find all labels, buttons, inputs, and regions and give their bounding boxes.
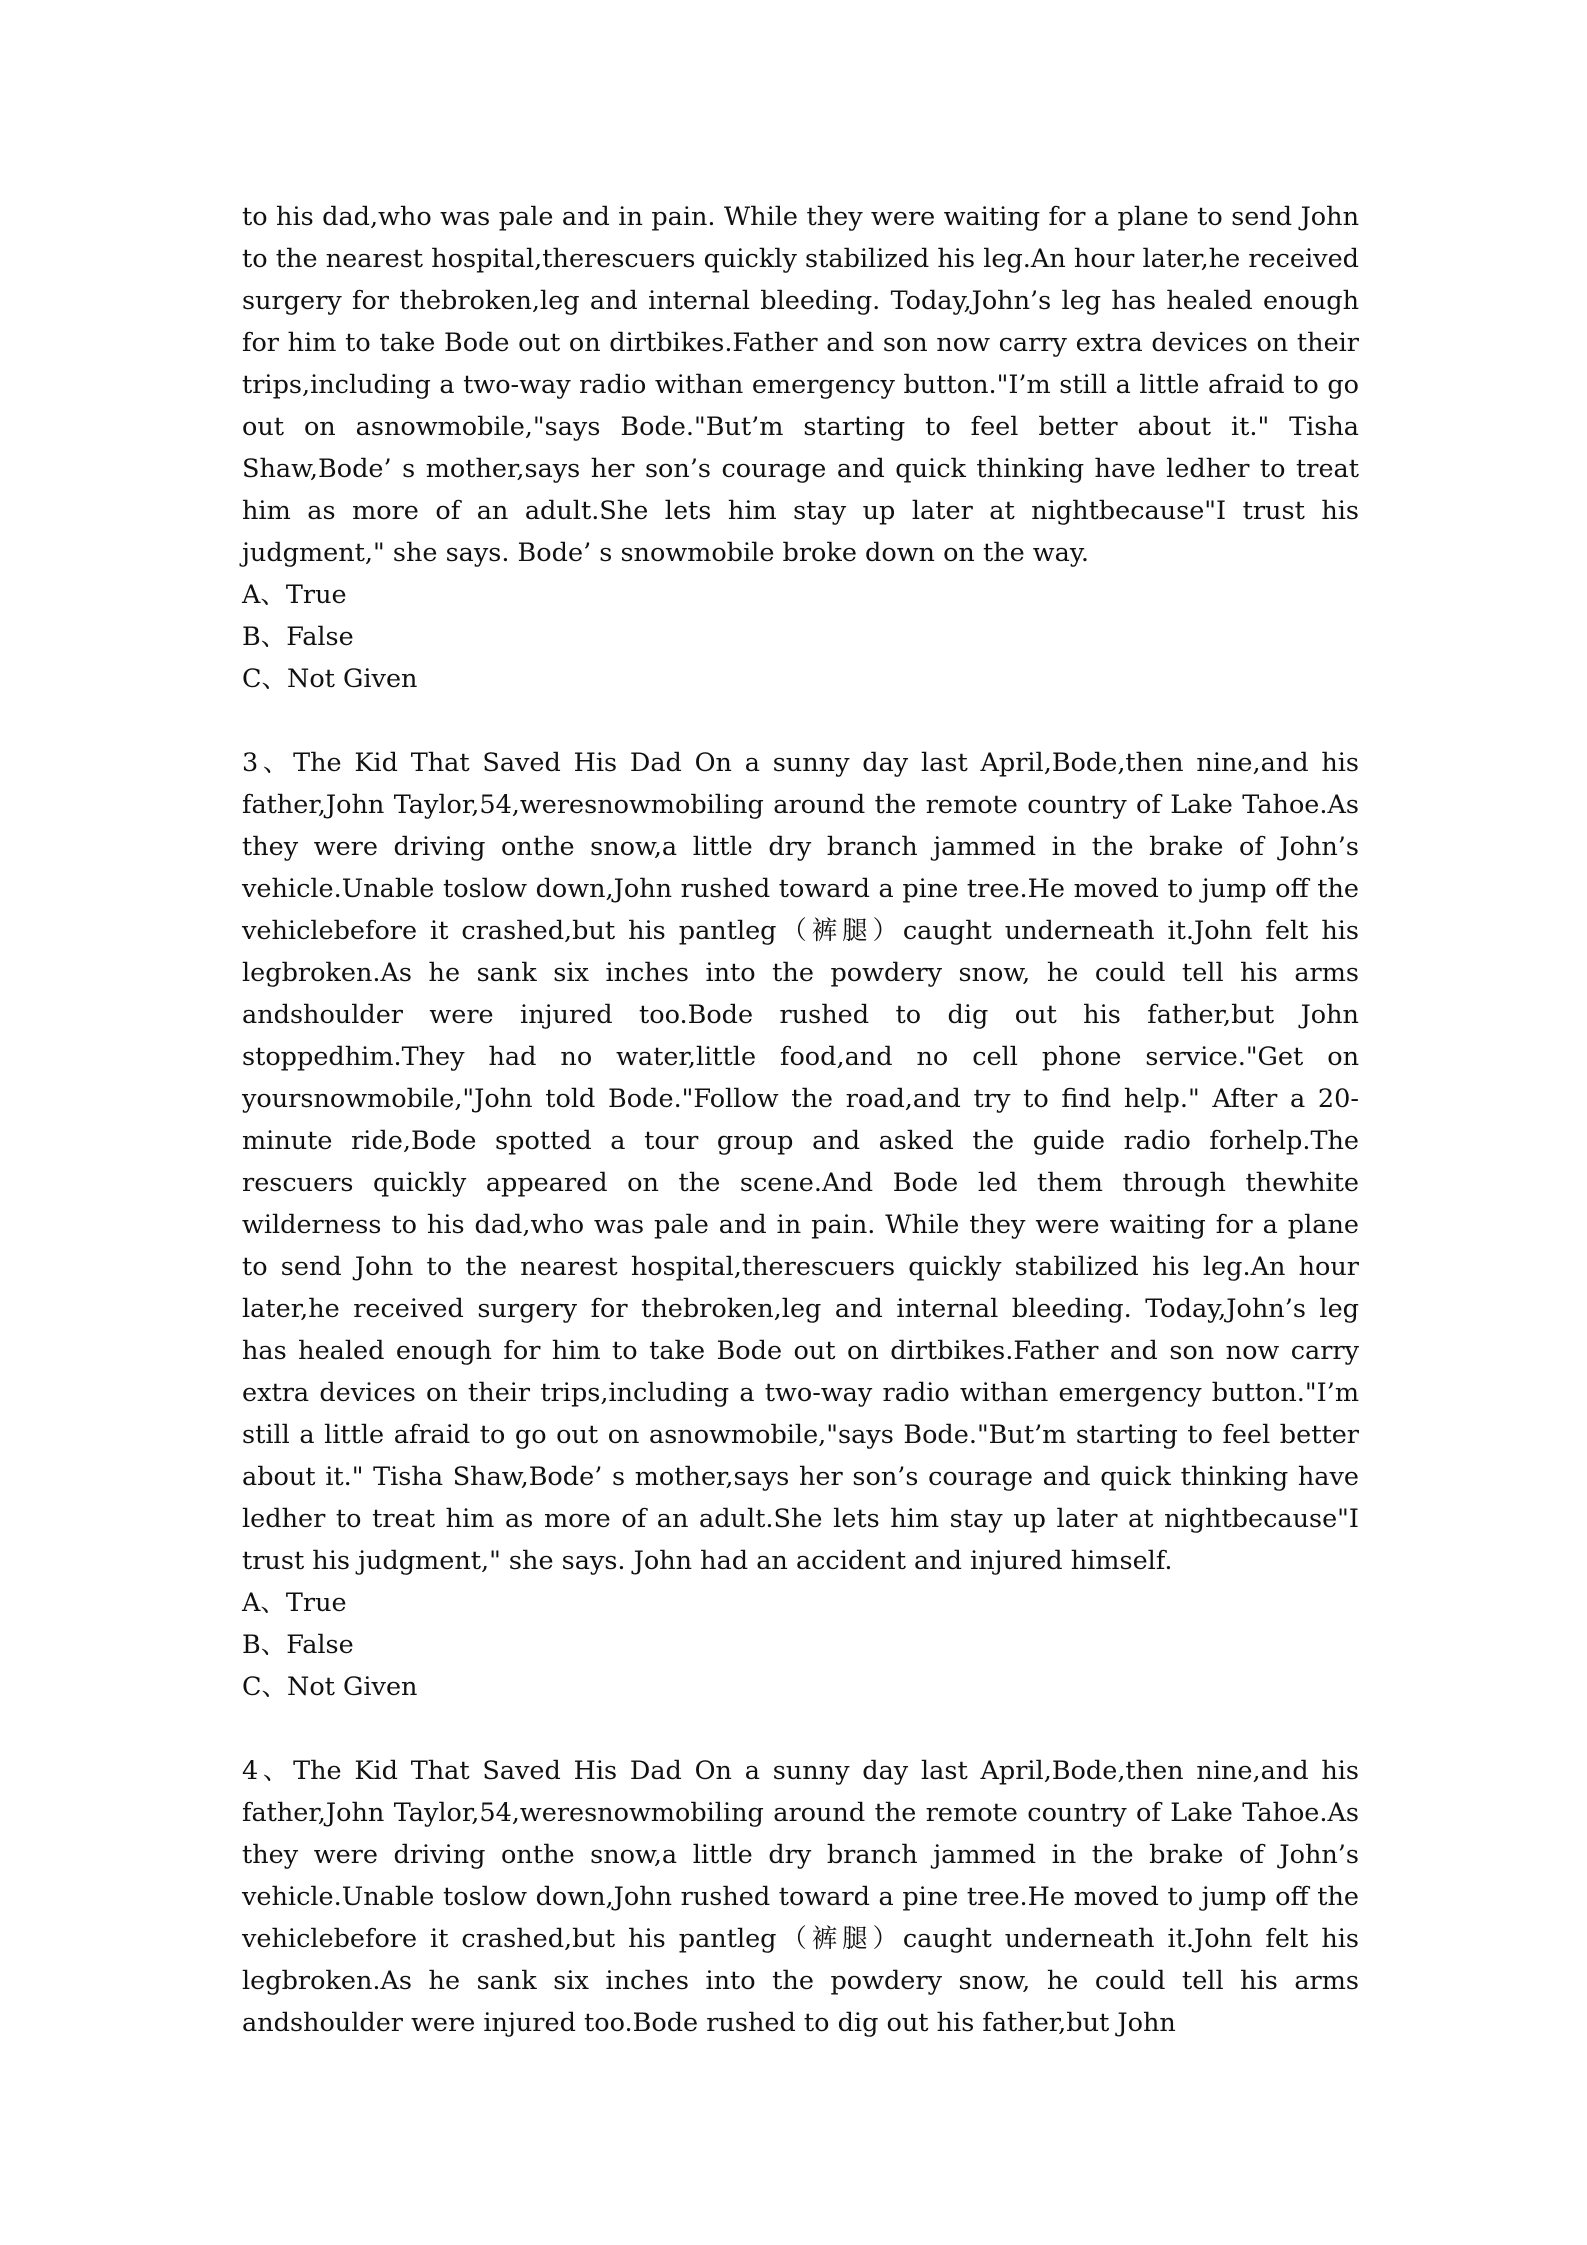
spacer bbox=[242, 1708, 1359, 1750]
q3-option-c: C、Not Given bbox=[242, 1672, 418, 1702]
document-page bbox=[242, 196, 1359, 2044]
spacer bbox=[242, 700, 1359, 742]
q2-option-a: A、True bbox=[242, 580, 347, 610]
question-4-passage: 4、The Kid That Saved His Dad On a sunny day last April,Bode,then nine,and his father,John Taylor,54,weresnowmobiling around the remote country of Lake Tahoe.As they were driving onthe snow,a little dry branch jammed in the brake of John’s vehicle.Unable toslow down,John rushed toward a pine tree.He moved to jump off the vehiclebefore it crashed,but his pantleg（裤腿）caught underneath it.John felt his legbroken.As he sank six inches into the powdery snow, he could tell his arms andshoulder were injured too.Bode rushed to dig out his father,but John bbox=[242, 1756, 1359, 2038]
question-3-passage: 3、The Kid That Saved His Dad On a sunny day last April,Bode,then nine,and his father,John Taylor,54,weresnowmobiling around the remote country of Lake Tahoe.As they were driving onthe snow,a little dry branch jammed in the brake of John’s vehicle.Unable toslow down,John rushed toward a pine tree.He moved to jump off the vehiclebefore it crashed,but his pantleg（裤腿）caught underneath it.John felt his legbroken.As he sank six inches into the powdery snow, he could tell his arms andshoulder were injured too.Bode rushed to dig out his father,but John stoppedhim.They had no water,little food,and no cell phone service."Get on yoursnowmobile,"John told Bode."Follow the road,and try to find help." After a 20-minute ride,Bode spotted a tour group and asked the guide radio forhelp.The rescuers quickly appeared on the scene.And Bode led them through thewhite wilderness to his dad,who was pale and in pain. While they were waiting for a plane to send John to the nearest hospital,therescuers quickly stabilized his leg.An hour later,he received surgery for thebroken,leg and internal bleeding. Today,John’s leg has healed enough for him to take Bode out on dirtbikes.Father and son now carry extra devices on their trips,including a two-way radio withan emergency button."I’m still a little afraid to go out on asnowmobile,"says Bode."But’m starting to feel better about it." Tisha Shaw,Bode’ s mother,says her son’s courage and quick thinking have ledher to treat him as more of an adult.She lets him stay up later at nightbecause"I trust his judgment," she says. John had an accident and injured himself. bbox=[242, 748, 1359, 1576]
q3-option-b: B、False bbox=[242, 1630, 354, 1660]
question-2-passage-tail: to his dad,who was pale and in pain. While they were waiting for a plane to send John to the nearest hospital,therescuers quickly stabilized his leg.An hour later,he received surgery for thebroken,leg and internal bleeding. Today,John’s leg has healed enough for him to take Bode out on dirtbikes.Father and son now carry extra devices on their trips,including a two-way radio withan emergency button."I’m still a little afraid to go out on asnowmobile,"says Bode."But’m starting to feel better about it." Tisha Shaw,Bode’ s mother,says her son’s courage and quick thinking have ledher to treat him as more of an adult.She lets him stay up later at nightbecause"I trust his judgment," she says. Bode’ s snowmobile broke down on the way. bbox=[242, 202, 1359, 568]
q2-option-c: C、Not Given bbox=[242, 664, 418, 694]
q3-option-a: A、True bbox=[242, 1588, 347, 1618]
q2-option-b: B、False bbox=[242, 622, 354, 652]
